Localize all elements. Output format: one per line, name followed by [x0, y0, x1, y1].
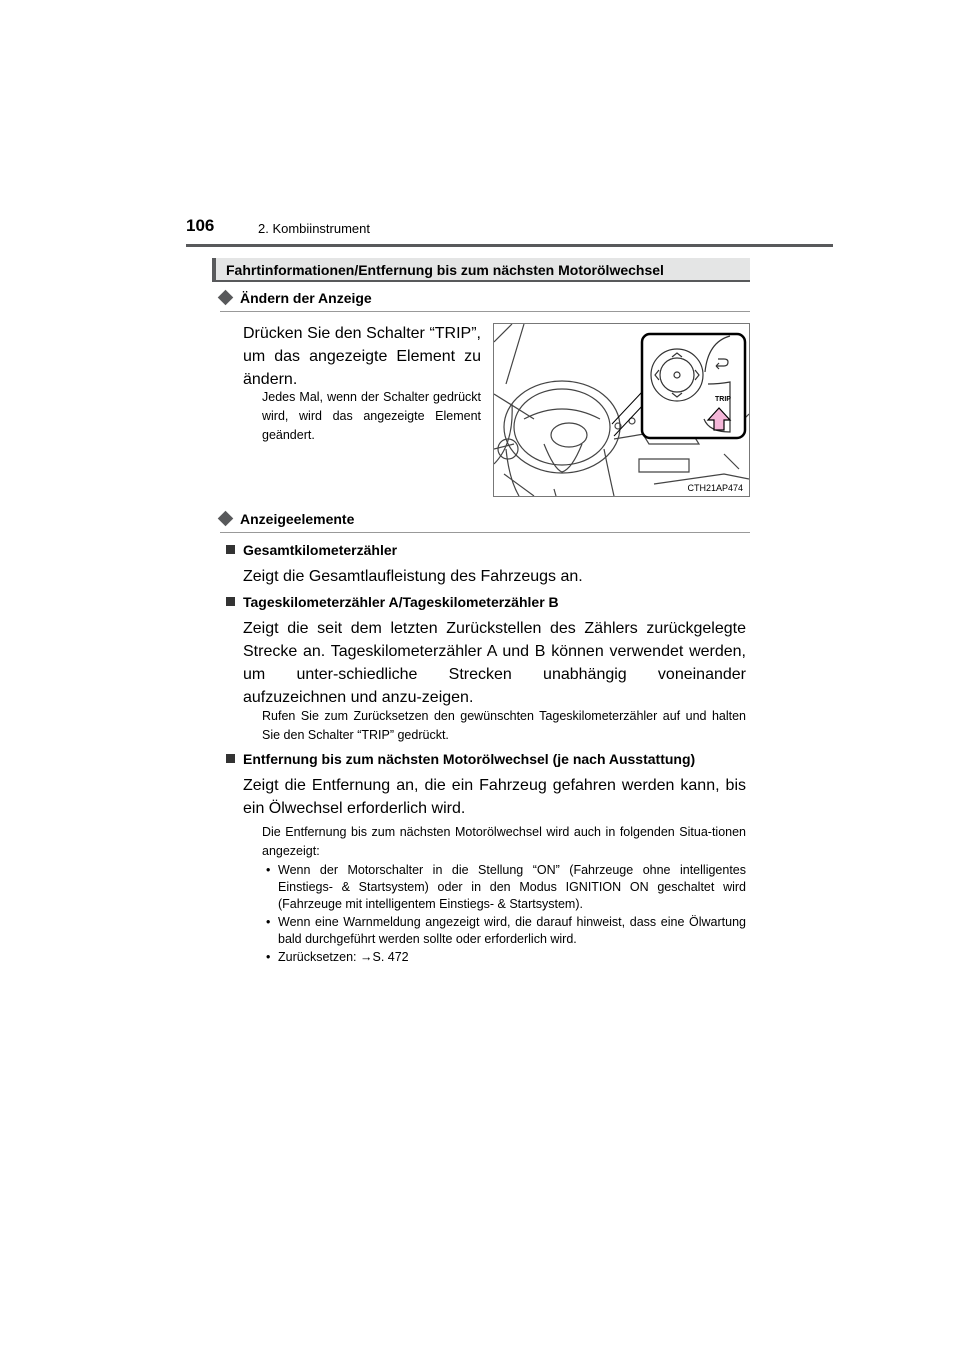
oil-change-heading [226, 751, 695, 767]
trip-meter-heading [226, 594, 559, 610]
header-rule [186, 244, 833, 247]
subheading-change-display [220, 290, 372, 306]
list-item-text: Wenn der Motorschalter in die Stellung “ON” (Fahrzeuge ohne intelligentes Einstiegs- & Startsystem) oder in den Modus IGNITION ON geschaltet wird (Fahrzeuge mit intelligentem Einstiegs- & Startsystem). [278, 863, 746, 911]
figure-code: CTH21AP474 [687, 483, 743, 493]
change-display-note: Jedes Mal, wenn der Schalter gedrückt wird, wird das angezeigte Element geändert. [262, 390, 481, 442]
change-display-text: Drücken Sie den Schalter “TRIP”, um das angezeigte Element zu ändern. [243, 325, 481, 388]
subheading-rule [220, 311, 750, 312]
page-number: 106 [186, 216, 215, 235]
square-bullet-icon [226, 545, 235, 554]
trip-meter-note: Rufen Sie zum Zurücksetzen den gewünschten Tageskilometerzähler auf und halten Sie den Schalter “TRIP” gedrückt. [262, 709, 746, 742]
list-item: • Zurücksetzen: →S. 472 [266, 950, 409, 964]
diamond-icon [218, 290, 234, 306]
oil-change-note: Die Entfernung bis zum nächsten Motorölwechsel wird auch in folgenden Situa-tionen angezeigt: [262, 825, 746, 858]
subheading-display-items [220, 511, 354, 527]
subheading-rule [220, 532, 750, 533]
square-bullet-icon [226, 597, 235, 606]
subheading-label: Anzeigeelemente [240, 511, 355, 527]
item-heading-label: Tageskilometerzähler A/Tageskilometerzähler B [243, 594, 559, 610]
section-banner [212, 258, 750, 282]
item-heading-label: Gesamtkilometerzähler [243, 542, 398, 558]
oil-change-bullet-list [262, 862, 746, 967]
trip-meter-text: Zeigt die seit dem letzten Zurückstellen des Zählers zurückgelegte Strecke an. Tageskilometerzähler A und B können verwendet werden, um unter-schiedliche Strecken unabhängig voneinander aufzuzeichnen und anzu-zeigen. [243, 620, 746, 706]
steering-wheel-illustration [494, 324, 749, 496]
oil-change-text: Zeigt die Entfernung an, die ein Fahrzeug gefahren werden kann, bis ein Ölwechsel erforderlich wird. [243, 777, 746, 817]
odometer-text: Zeigt die Gesamtlaufleistung des Fahrzeugs an. [243, 568, 583, 585]
steering-wheel-figure [493, 323, 750, 497]
odometer-heading [226, 542, 397, 558]
chapter-label: 2. Kombiinstrument [258, 221, 370, 236]
list-item-text: Zurücksetzen: →S. 472 [278, 950, 409, 964]
subheading-label: Ändern der Anzeige [240, 290, 372, 306]
list-item-text: Wenn eine Warnmeldung angezeigt wird, die darauf hinweist, dass eine Ölwartung bald durchgeführt werden sollte oder erforderlich wird. [278, 915, 746, 946]
diamond-icon [218, 511, 234, 527]
item-heading-label: Entfernung bis zum nächsten Motorölwechsel (je nach Ausstattung) [243, 751, 696, 767]
square-bullet-icon [226, 754, 235, 763]
section-title: Fahrtinformationen/Entfernung bis zum nächsten Motorölwechsel [226, 262, 664, 278]
banner-mark [212, 258, 216, 281]
list-item: • Wenn der Motorschalter in die Stellung “ON” (Fahrzeuge ohne intelligentes Einstiegs- & Startsystem) oder in den Modus IGNITION ON geschaltet wird (Fahrzeuge mit intelligentem Einstiegs- & Startsystem). [266, 863, 746, 911]
trip-button-label: TRIP [715, 396, 731, 403]
list-item: • Wenn eine Warnmeldung angezeigt wird, die darauf hinweist, dass eine Ölwartung bald durchgeführt werden sollte oder erforderlich wird. [266, 915, 746, 946]
